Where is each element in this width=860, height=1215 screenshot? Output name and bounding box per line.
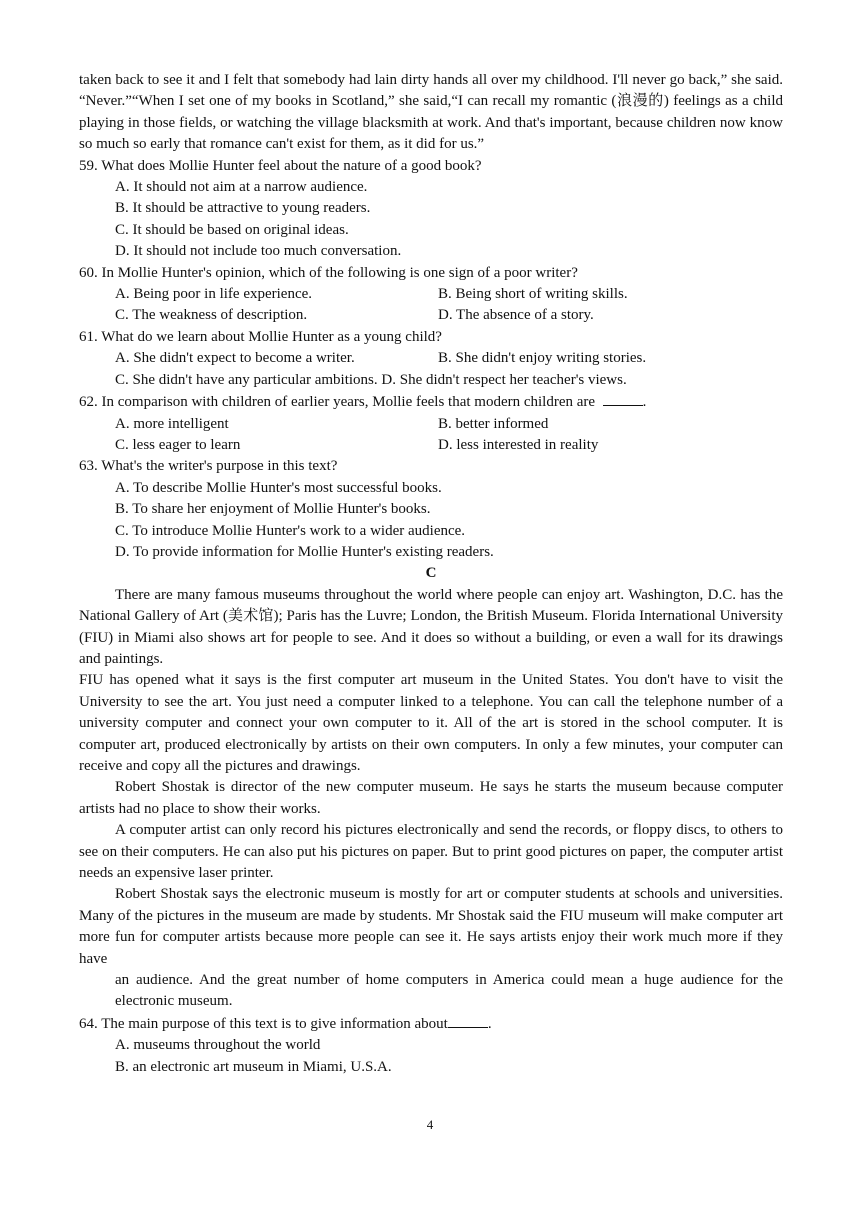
question-64 (79, 1013, 783, 1078)
option-c: C. To introduce Mollie Hunter's work to a wider audience. (115, 522, 466, 539)
option-a: A. more intelligent (115, 415, 229, 432)
stem-end: . (642, 394, 647, 411)
option-c: C. less eager to learn (115, 436, 241, 453)
passage-paragraph: Robert Shostak is director of the new computer museum. He says he starts the museum because computer artists had no place to show their works. (79, 779, 783, 817)
question-63 (79, 456, 783, 563)
option-b: B. an electronic art museum in Miami, U.S.A. (115, 1058, 392, 1075)
option-b: B. It should be attractive to young readers. (115, 200, 371, 217)
question-stem: 59. What does Mollie Hunter feel about the nature of a good book? (79, 157, 482, 174)
passage-paragraph: Robert Shostak says the electronic museum is mostly for art or computer students at schools and universities. Many of the pictures in the museum are made by students. Mr Shostak said the FIU museum will make computer art more fun for computer artists because more people can see it. He says artists enjoy their work much more if they have (79, 886, 783, 967)
question-stem-line (79, 1013, 783, 1035)
exam-page (79, 70, 783, 1078)
passage-paragraph: A computer artist can only record his pictures electronically and send the records, or floppy discs, to others to see on their computers. He can also put his pictures on paper. But to print good pictures on paper, the computer artist needs an expensive laser printer. (79, 822, 783, 882)
question-59 (79, 156, 783, 263)
option-b: B. She didn't enjoy writing stories. (438, 350, 647, 367)
page-number: 4 (426, 1117, 434, 1132)
question-62 (79, 391, 783, 456)
option-a: A. It should not aim at a narrow audience. (115, 179, 368, 196)
option-c: C. The weakness of description. (115, 307, 308, 324)
option-d: D. The absence of a story. (438, 307, 594, 324)
question-stem: 64. The main purpose of this text is to give information about (79, 1015, 448, 1032)
question-61 (79, 327, 783, 391)
question-stem: 63. What's the writer's purpose in this text? (79, 458, 338, 475)
answer-blank (603, 391, 643, 406)
passage-paragraph: an audience. And the great number of home computers in America could mean a huge audience for the electronic museum. (115, 972, 783, 1010)
question-60 (79, 263, 783, 327)
option-c: C. She didn't have any particular ambitions. (115, 371, 378, 388)
option-b: B. better informed (438, 415, 549, 432)
question-stem-line (79, 391, 783, 413)
passage-paragraph: FIU has opened what it says is the first computer art museum in the United States. You don't have to visit the University to see the art. You just need a computer linked to a telephone. You can call the telephone number of a university computer and connect your own computer to it. All of the art is stored in the school computer. It is computer art, produced electronically by artists on their own computers. In only a few minutes, your computer can receive and copy all the pictures and drawings. (79, 672, 783, 774)
option-a: A. She didn't expect to become a writer. (115, 350, 355, 367)
answer-blank (448, 1013, 488, 1028)
passage-b-ending: taken back to see it and I felt that somebody had lain dirty hands all over my childhood. I'll never go back,” she said. “Never.”“When I set one of my books in Scotland,” she said,“I can recall my romantic (浪漫的) feelings as a child playing in those fields, or watching the village blacksmith at work. And that's important, because children now know so much so early that romance can't exist for them, as it did for us.” (79, 72, 783, 153)
option-a: A. museums throughout the world (115, 1037, 321, 1054)
passage-paragraph: There are many famous museums throughout the world where people can enjoy art. Washington, D.C. has the National Gallery of Art (美术馆); Paris has the Luvre; London, the British Museum. Florida International University (FIU) in Miami also shows art for people to see. And it does so without a building, or even a wall for its drawings and paintings. (79, 586, 783, 667)
option-d: D. To provide information for Mollie Hunter's existing readers. (115, 543, 494, 560)
option-a: A. Being poor in life experience. (115, 286, 313, 303)
option-b: B. To share her enjoyment of Mollie Hunter's books. (115, 501, 431, 518)
option-d: D. less interested in reality (438, 436, 599, 453)
section-heading: C (425, 565, 437, 582)
option-a: A. To describe Mollie Hunter's most successful books. (115, 479, 442, 496)
option-d: D. She didn't respect her teacher's views. (381, 371, 627, 388)
option-d: D. It should not include too much conversation. (115, 243, 402, 260)
question-stem: 60. In Mollie Hunter's opinion, which of the following is one sign of a poor writer? (79, 264, 578, 281)
option-b: B. Being short of writing skills. (438, 286, 628, 303)
stem-end: . (487, 1015, 492, 1032)
option-c: C. It should be based on original ideas. (115, 221, 349, 238)
question-stem: 62. In comparison with children of earlier years, Mollie feels that modern children are (79, 394, 596, 411)
question-stem: 61. What do we learn about Mollie Hunter as a young child? (79, 328, 442, 345)
